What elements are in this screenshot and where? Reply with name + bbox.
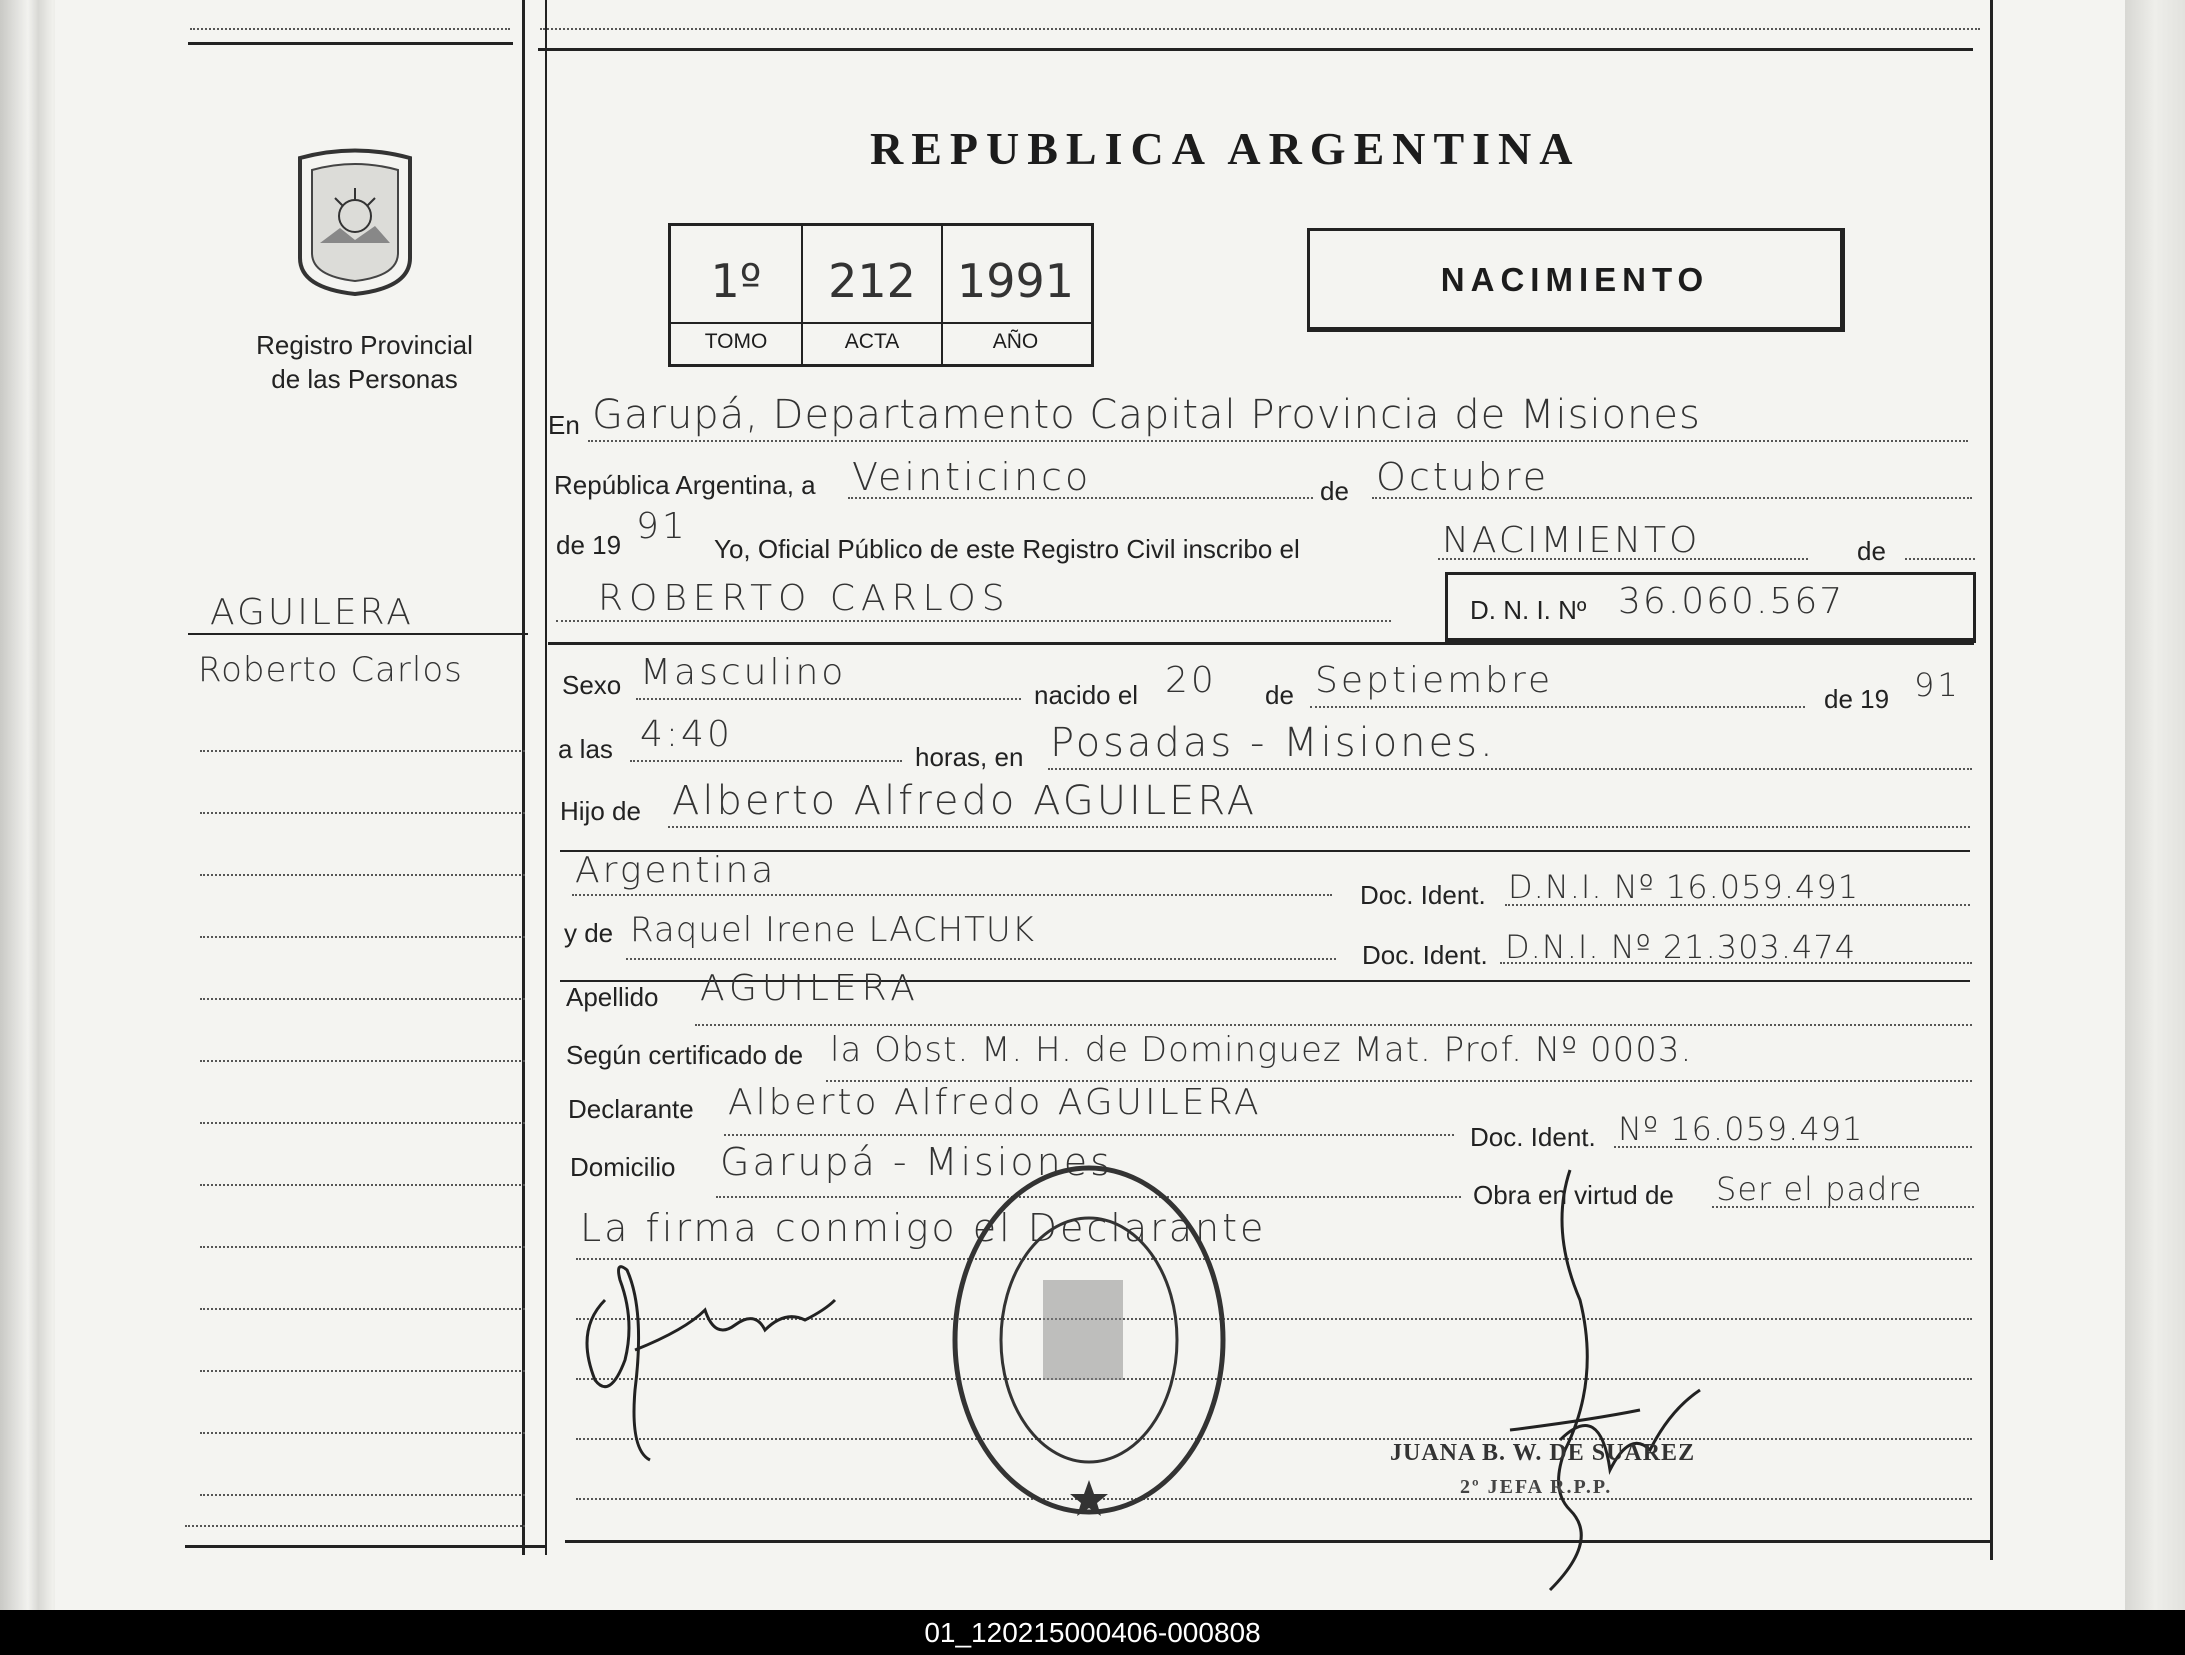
sidebar-line [200, 1308, 525, 1310]
obra-line [1712, 1206, 1974, 1208]
sidebar-line [200, 1184, 525, 1186]
madre-value: Raquel Irene LACHTUK [630, 910, 1036, 950]
anio-label: AÑO [992, 330, 1039, 353]
sidebar-line [200, 936, 525, 938]
sidebar-line [200, 1432, 525, 1434]
sidebar-surname: AGUILERA [210, 592, 414, 633]
year-suffix: 91 [636, 506, 688, 547]
domicilio-label: Domicilio [570, 1152, 676, 1182]
lugar-value: Posadas - Misiones. [1050, 720, 1496, 766]
sidebar-bottom-rule [185, 1545, 545, 1548]
provincial-seal-icon [290, 148, 420, 298]
nombre-line [556, 620, 1391, 622]
sidebar-line [200, 1246, 525, 1248]
madre-line [626, 958, 1336, 960]
registry-name-line2: de las Personas [271, 364, 458, 394]
dia-line [848, 497, 1313, 499]
sidebar-line [200, 874, 525, 876]
sidebar-given-names: Roberto Carlos [198, 650, 463, 690]
acto-line [1438, 558, 1808, 560]
column-divider-left [522, 0, 525, 1555]
padre-value: Alberto Alfredo AGUILERA [672, 778, 1257, 824]
padre-nacionalidad: Argentina [575, 850, 777, 891]
sidebar-line [200, 1370, 525, 1372]
acta-label: ACTA [844, 330, 900, 353]
declarante-label: Declarante [568, 1094, 694, 1124]
sidebar-top-rule [188, 42, 513, 45]
apellido-value: AGUILERA [700, 968, 920, 1009]
doc2-value: D.N.I. Nº 21.303.474 [1505, 928, 1857, 966]
declarant-signature-icon [565, 1240, 855, 1470]
blank-line [576, 1498, 1972, 1500]
sidebar-line [185, 1525, 525, 1527]
doc1-line [1505, 904, 1970, 906]
hora-value: 4:40 [640, 714, 733, 755]
doc3-value: Nº 16.059.491 [1618, 1110, 1864, 1148]
official-name: JUANA B. W. DE SUAREZ [1390, 1440, 1696, 1466]
acto-value: NACIMIENTO [1442, 520, 1701, 561]
dia-value: Veinticinco [852, 455, 1092, 499]
next-page-edge [2125, 0, 2185, 1610]
sidebar-line [200, 750, 525, 752]
sidebar-surname-rule [188, 633, 528, 635]
de2-label: de [1857, 536, 1886, 566]
horas-en-label: horas, en [915, 742, 1024, 772]
document-title: REPUBLICA ARGENTINA [870, 123, 1581, 174]
republica-label: República Argentina, a [554, 470, 816, 500]
en-value: Garupá, Departamento Capital Provincia de Misiones [592, 392, 1701, 438]
alas-label: a las [558, 734, 613, 764]
doc2-line [1500, 962, 1972, 964]
apellido-label: Apellido [566, 982, 659, 1012]
anio-value: 1991 [956, 254, 1075, 308]
obra-label: Obra en virtud de [1473, 1180, 1674, 1210]
mes-line [1372, 497, 1972, 499]
sidebar-line [200, 1060, 525, 1062]
oficial-text: Yo, Oficial Público de este Registro Civil inscribo el [714, 534, 1300, 564]
main-top-rule [538, 48, 1973, 51]
nac-mes: Septiembre [1315, 660, 1554, 701]
doc1-label: Doc. Ident. [1360, 880, 1486, 910]
en-label: En [548, 410, 580, 440]
record-type-box [1307, 228, 1845, 332]
lugar-line [1048, 768, 1972, 770]
official-round-stamp-icon [948, 1160, 1230, 1520]
anio-cell [943, 226, 1088, 364]
segun-label: Según certificado de [566, 1040, 804, 1070]
sexo-value: Masculino [640, 652, 847, 693]
header-bottom-rule [548, 642, 1974, 645]
top-dotted-line-left [190, 28, 510, 30]
firma-text: La firma conmigo el Declarante [580, 1206, 1267, 1250]
yde-label: y de [564, 918, 614, 948]
mes-value: Octubre [1376, 455, 1550, 499]
padre-line [668, 826, 1970, 828]
segun-value: la Obst. M. H. de Dominguez Mat. Prof. Nº 0003. [830, 1030, 1693, 1070]
acta-value: 212 [828, 254, 916, 308]
sidebar-line [200, 1494, 525, 1496]
de1-label: de [1320, 476, 1349, 506]
domicilio-value: Garupá - Misiones [720, 1140, 1113, 1184]
nacido-label: nacido el [1034, 680, 1139, 710]
de2-line [1905, 558, 1975, 560]
nac-mes-line [1310, 706, 1805, 708]
dni-label: D. N. I. Nº [1470, 595, 1587, 625]
official-title: 2º JEFA R.P.P. [1460, 1476, 1613, 1498]
sexo-label: Sexo [562, 670, 622, 700]
de19b-label: de 19 [1824, 684, 1890, 714]
acta-cell [803, 226, 943, 364]
dni-box [1445, 572, 1976, 643]
tomo-label: TOMO [704, 330, 768, 353]
doc1-value: D.N.I. Nº 16.059.491 [1508, 868, 1860, 906]
declarante-line [724, 1134, 1454, 1136]
declarante-value: Alberto Alfredo AGUILERA [728, 1082, 1262, 1123]
doc2-label: Doc. Ident. [1362, 940, 1488, 970]
dni-value: 36.060.567 [1618, 581, 1845, 622]
de3-label: de [1265, 680, 1294, 710]
sidebar-line [200, 812, 525, 814]
doc3-line [1614, 1146, 1972, 1148]
nac-dia: 20 [1165, 660, 1217, 701]
sexo-line [636, 698, 1021, 700]
obra-value: Ser el padre [1716, 1170, 1923, 1208]
tomo-cell [671, 226, 803, 364]
nac-anio-suffix: 91 [1914, 666, 1961, 704]
tomo-value: 1º [710, 254, 762, 308]
nombre-value: ROBERTO CARLOS [598, 578, 1011, 619]
box-divider [671, 322, 1091, 324]
column-divider-inner [545, 0, 547, 1555]
doc3-label: Doc. Ident. [1470, 1122, 1596, 1152]
en-line [588, 440, 1968, 442]
padre-nac-line [572, 894, 1332, 896]
sidebar-line [200, 1122, 525, 1124]
record-number-box [668, 223, 1094, 367]
sidebar-line [200, 998, 525, 1000]
record-type: NACIMIENTO [1440, 261, 1710, 298]
registry-name-line1: Registro Provincial [256, 330, 473, 360]
main-bottom-rule [565, 1540, 1990, 1543]
top-dotted-line-right [540, 28, 1980, 30]
image-code-footer: 01_120215000406-000808 [0, 1610, 2185, 1655]
official-signature-icon [1490, 1150, 1740, 1600]
apellido-line [695, 1024, 1972, 1026]
hora-line [630, 760, 902, 762]
page-right-border [1990, 0, 1993, 1560]
hijo-label: Hijo de [560, 796, 641, 826]
de19-label: de 19 [556, 530, 622, 560]
